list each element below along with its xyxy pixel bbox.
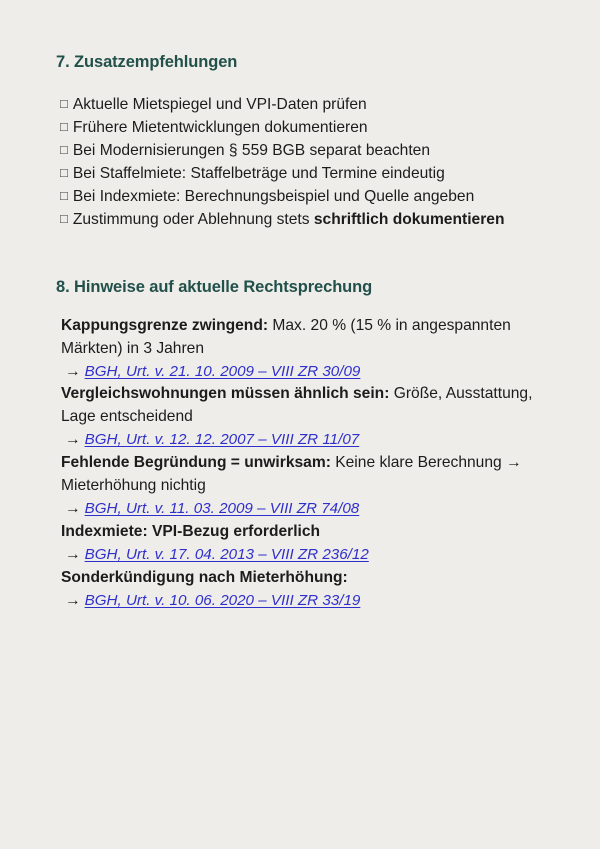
arrow-right-icon: → xyxy=(65,591,81,609)
case-citation-link[interactable]: BGH, Urt. v. 12. 12. 2007 – VIII ZR 11/07 xyxy=(84,431,360,449)
case-label: Sonderkündigung nach Mieterhöhung: xyxy=(61,568,348,586)
checklist-item[interactable] xyxy=(56,93,544,116)
arrow-right-icon: → xyxy=(65,545,81,563)
case-citation-link[interactable]: BGH, Urt. v. 17. 04. 2013 – VIII ZR 236/12 xyxy=(84,545,369,563)
case-entry xyxy=(56,315,544,384)
checklist-item-label: Bei Staffelmiete: Staffelbeträge und Termine eindeutig xyxy=(72,164,445,182)
case-text xyxy=(56,567,544,590)
spacer xyxy=(56,231,544,277)
checklist-item[interactable] xyxy=(56,139,544,162)
spacer xyxy=(56,298,544,315)
section-7-heading: 7. Zusatzempfehlungen xyxy=(56,53,238,71)
checklist-item-label: Aktuelle Mietspiegel und VPI-Daten prüfen xyxy=(72,95,367,113)
case-text xyxy=(56,521,544,544)
case-entry xyxy=(56,383,544,452)
arrow-right-icon: → xyxy=(65,500,81,518)
case-reference-line xyxy=(56,498,544,521)
spacer xyxy=(56,73,544,93)
case-reference-line xyxy=(56,544,544,567)
checklist-item-label: Bei Indexmiete: Berechnungsbeispiel und Quelle angeben xyxy=(72,187,475,205)
checklist-item-label: Bei Modernisierungen § 559 BGB separat beachten xyxy=(72,141,431,159)
checklist-item-label: Zustimmung oder Ablehnung stets xyxy=(72,211,314,229)
case-entry xyxy=(56,567,544,613)
section-8-heading: 8. Hinweise auf aktuelle Rechtsprechung xyxy=(56,278,373,297)
checkbox-icon[interactable]: □ xyxy=(60,95,68,111)
checklist-item-label: Frühere Mietentwicklungen dokumentieren xyxy=(72,118,368,136)
checkbox-icon[interactable]: □ xyxy=(60,187,68,203)
case-body: Keine klare Berechnung → Mieterhöhung nichtig xyxy=(61,454,522,495)
case-label: Fehlende Begründung = unwirksam: xyxy=(61,454,331,472)
case-citation-link[interactable]: BGH, Urt. v. 11. 03. 2009 – VIII ZR 74/08 xyxy=(84,500,360,518)
checkbox-icon[interactable]: □ xyxy=(60,141,68,157)
checkbox-icon[interactable]: □ xyxy=(60,118,68,134)
case-label: Vergleichswohnungen müssen ähnlich sein: xyxy=(61,385,390,403)
section-7-checklist xyxy=(56,93,544,231)
case-citation-link[interactable]: BGH, Urt. v. 10. 06. 2020 – VIII ZR 33/19 xyxy=(84,591,361,609)
case-label: Indexmiete: VPI-Bezug erforderlich xyxy=(61,523,321,541)
checkbox-icon[interactable]: □ xyxy=(60,164,68,180)
case-reference-line xyxy=(56,590,544,613)
checklist-item[interactable] xyxy=(56,162,544,185)
case-body: Max. 20 % (15 % in angespannten Märkten) in 3 Jahren xyxy=(61,316,511,357)
case-reference-line xyxy=(56,361,544,384)
section-8-case-list xyxy=(56,315,544,613)
checklist-item-emphasis: schriftlich dokumentieren xyxy=(313,211,505,229)
arrow-right-icon: → xyxy=(65,431,81,449)
case-body: Größe, Ausstattung, Lage entscheidend xyxy=(61,385,533,426)
case-text xyxy=(56,452,544,498)
case-entry xyxy=(56,521,544,567)
case-citation-link[interactable]: BGH, Urt. v. 21. 10. 2009 – VIII ZR 30/09 xyxy=(84,362,361,380)
case-label: Kappungsgrenze zwingend: xyxy=(61,316,269,334)
checklist-item[interactable] xyxy=(56,208,544,231)
case-entry xyxy=(56,452,544,521)
case-reference-line xyxy=(56,429,544,452)
arrow-right-icon: → xyxy=(65,362,81,380)
case-text xyxy=(56,315,544,361)
case-text xyxy=(56,383,544,429)
checklist-item[interactable] xyxy=(56,185,544,208)
checklist-item[interactable] xyxy=(56,116,544,139)
checkbox-icon[interactable]: □ xyxy=(60,211,68,227)
